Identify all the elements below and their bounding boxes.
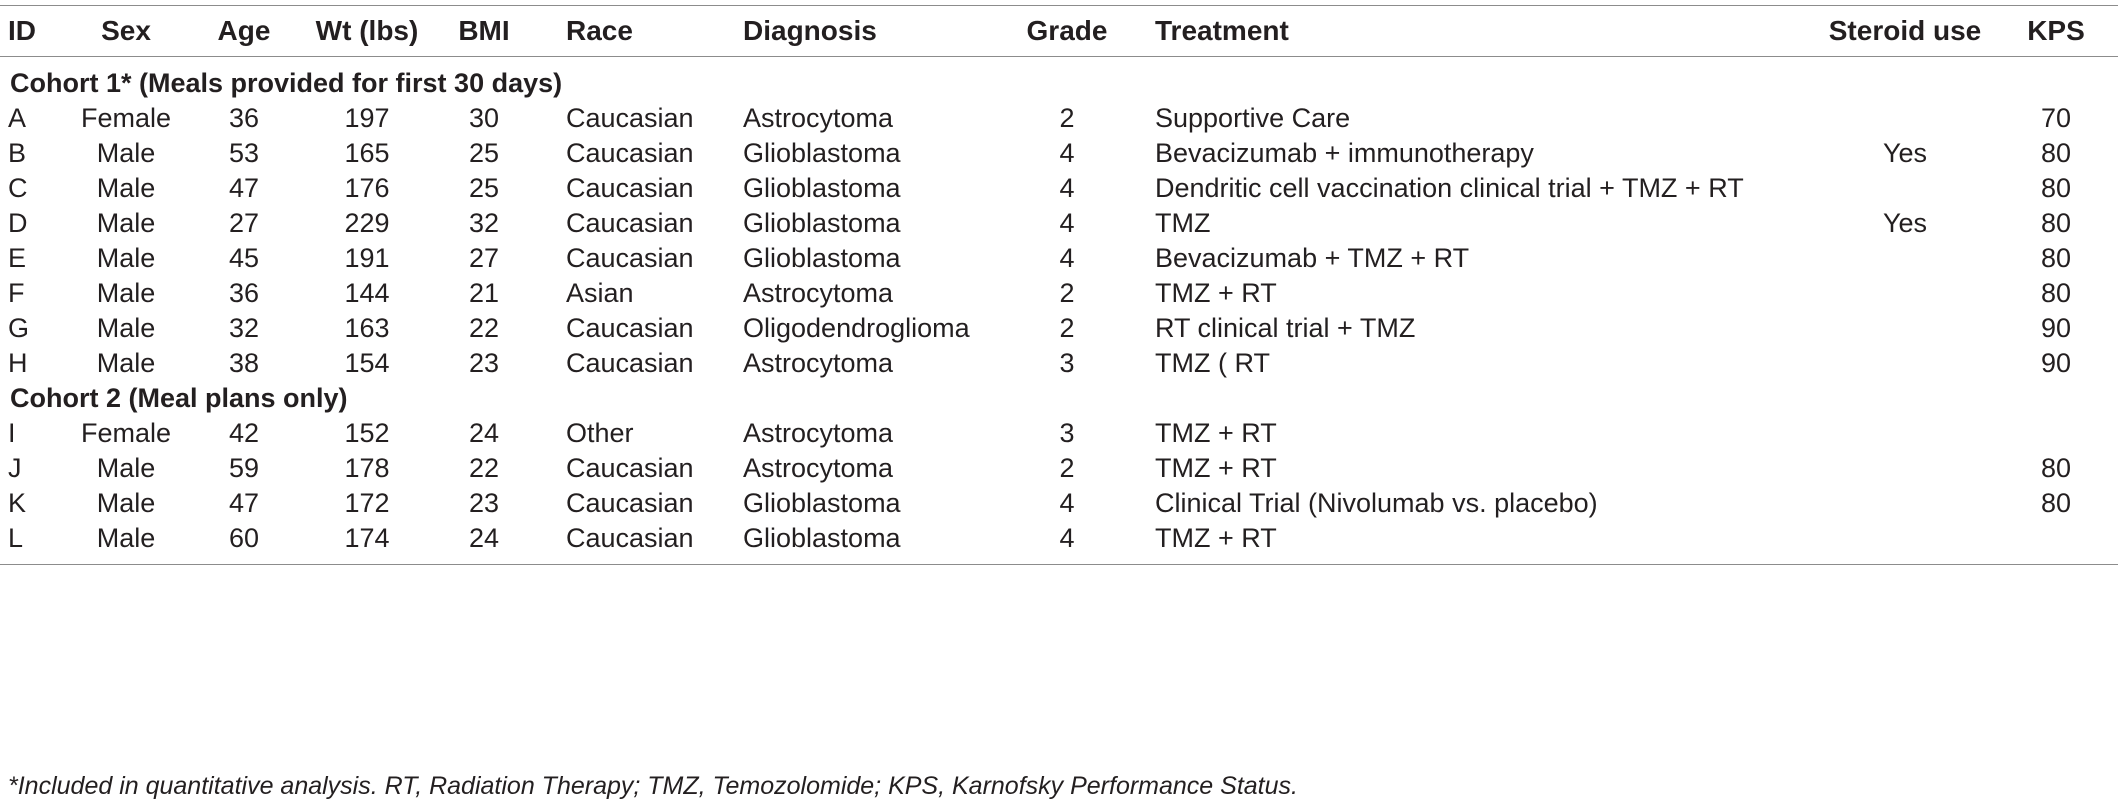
cell-weight: 163 xyxy=(344,313,390,343)
cell-bmi: 22 xyxy=(468,453,500,483)
cell-treatment: TMZ + RT xyxy=(1155,278,1277,308)
cohort-1-title: Cohort 1* (Meals provided for first 30 days) xyxy=(10,68,563,98)
cell-kps: 90 xyxy=(2040,348,2072,378)
cell-age: 42 xyxy=(228,418,260,448)
cell-diagnosis: Oligodendroglioma xyxy=(743,313,970,343)
cell-id: F xyxy=(8,278,25,308)
header-race: Race xyxy=(566,15,633,46)
cell-id: B xyxy=(8,138,27,168)
cell-id: J xyxy=(8,453,22,483)
cell-sex: Male xyxy=(96,243,156,273)
cell-diagnosis: Astrocytoma xyxy=(743,453,894,483)
cell-race: Caucasian xyxy=(566,348,694,378)
cell-treatment: Dendritic cell vaccination clinical trial + TMZ + RT xyxy=(1155,173,1744,203)
cell-grade: 4 xyxy=(1059,208,1075,238)
cell-age: 45 xyxy=(228,243,260,273)
header-weight: Wt (lbs) xyxy=(315,15,419,46)
cell-treatment: TMZ ( RT xyxy=(1155,348,1270,378)
cell-race: Caucasian xyxy=(566,243,694,273)
cell-sex: Male xyxy=(96,313,156,343)
cell-bmi: 21 xyxy=(468,278,500,308)
cell-kps: 70 xyxy=(2040,103,2072,133)
cell-treatment: TMZ xyxy=(1155,208,1211,238)
cell-weight: 152 xyxy=(344,418,390,448)
cell-treatment: TMZ + RT xyxy=(1155,523,1277,553)
cell-id: L xyxy=(8,523,24,553)
cell-age: 59 xyxy=(228,453,260,483)
header-age: Age xyxy=(217,15,271,46)
cell-id: E xyxy=(8,243,27,273)
cell-weight: 176 xyxy=(344,173,390,203)
cell-treatment: Bevacizumab + TMZ + RT xyxy=(1155,243,1470,273)
cell-id: I xyxy=(8,418,16,448)
cell-weight: 174 xyxy=(344,523,390,553)
cell-bmi: 24 xyxy=(468,418,500,448)
cell-kps: 90 xyxy=(2040,313,2072,343)
header-diagnosis: Diagnosis xyxy=(743,15,877,46)
cell-kps: 80 xyxy=(2040,453,2072,483)
header-sex: Sex xyxy=(101,15,151,46)
cell-bmi: 24 xyxy=(468,523,500,553)
cell-steroid-use: Yes xyxy=(1882,138,1928,168)
cell-kps: 80 xyxy=(2040,243,2072,273)
header-bmi: BMI xyxy=(458,15,510,46)
cell-weight: 197 xyxy=(344,103,390,133)
cell-grade: 4 xyxy=(1059,173,1075,203)
cell-weight: 178 xyxy=(344,453,390,483)
header-steroid-use: Steroid use xyxy=(1828,15,1982,46)
cell-age: 53 xyxy=(228,138,260,168)
cell-age: 60 xyxy=(228,523,260,553)
table-footnote: *Included in quantitative analysis. RT, Radiation Therapy; TMZ, Temozolomide; KPS, Karnofsky Performance Status. xyxy=(8,772,1298,800)
cell-sex: Male xyxy=(96,523,156,553)
cell-age: 36 xyxy=(228,278,260,308)
cell-weight: 172 xyxy=(344,488,390,518)
cell-diagnosis: Glioblastoma xyxy=(743,243,901,273)
cell-age: 27 xyxy=(228,208,260,238)
cell-race: Asian xyxy=(566,278,634,308)
cell-bmi: 27 xyxy=(468,243,500,273)
table-top-rule xyxy=(0,5,2118,6)
cell-id: K xyxy=(8,488,27,518)
cell-race: Caucasian xyxy=(566,208,694,238)
cell-race: Caucasian xyxy=(566,138,694,168)
cell-bmi: 32 xyxy=(468,208,500,238)
cell-kps: 80 xyxy=(2040,208,2072,238)
cell-sex: Male xyxy=(96,348,156,378)
cell-sex: Male xyxy=(96,173,156,203)
cell-race: Other xyxy=(566,418,634,448)
cell-age: 47 xyxy=(228,173,260,203)
cell-diagnosis: Astrocytoma xyxy=(743,348,894,378)
cell-diagnosis: Glioblastoma xyxy=(743,488,901,518)
cell-sex: Female xyxy=(80,418,172,448)
cell-sex: Female xyxy=(80,103,172,133)
header-treatment: Treatment xyxy=(1155,15,1289,46)
cell-race: Caucasian xyxy=(566,173,694,203)
cell-weight: 191 xyxy=(344,243,390,273)
cell-treatment: RT clinical trial + TMZ xyxy=(1155,313,1416,343)
cell-race: Caucasian xyxy=(566,523,694,553)
cell-diagnosis: Glioblastoma xyxy=(743,523,901,553)
cell-grade: 4 xyxy=(1059,138,1075,168)
cell-treatment: Clinical Trial (Nivolumab vs. placebo) xyxy=(1155,488,1598,518)
cell-id: C xyxy=(8,173,28,203)
cell-sex: Male xyxy=(96,488,156,518)
cell-grade: 4 xyxy=(1059,243,1075,273)
cell-sex: Male xyxy=(96,453,156,483)
cell-treatment: Supportive Care xyxy=(1155,103,1351,133)
header-id: ID xyxy=(8,15,36,46)
cell-age: 32 xyxy=(228,313,260,343)
cell-bmi: 22 xyxy=(468,313,500,343)
cell-grade: 4 xyxy=(1059,488,1075,518)
cell-grade: 3 xyxy=(1059,348,1075,378)
table-bottom-rule xyxy=(0,564,2118,565)
cell-id: A xyxy=(8,103,27,133)
header-grade: Grade xyxy=(1026,15,1108,46)
cell-race: Caucasian xyxy=(566,103,694,133)
cell-treatment: Bevacizumab + immunotherapy xyxy=(1155,138,1534,168)
cell-bmi: 23 xyxy=(468,488,500,518)
cell-grade: 2 xyxy=(1059,103,1075,133)
cell-diagnosis: Astrocytoma xyxy=(743,278,894,308)
cell-sex: Male xyxy=(96,138,156,168)
cell-id: G xyxy=(8,313,30,343)
cell-race: Caucasian xyxy=(566,313,694,343)
table-header-row xyxy=(0,7,2118,54)
cell-kps: 80 xyxy=(2040,173,2072,203)
cell-diagnosis: Astrocytoma xyxy=(743,418,894,448)
cell-age: 36 xyxy=(228,103,260,133)
header-bottom-rule xyxy=(0,56,2118,57)
cell-race: Caucasian xyxy=(566,488,694,518)
table-row xyxy=(0,515,2118,562)
cell-sex: Male xyxy=(96,278,156,308)
cell-age: 47 xyxy=(228,488,260,518)
cell-grade: 3 xyxy=(1059,418,1075,448)
cell-id: H xyxy=(8,348,28,378)
cell-steroid-use: Yes xyxy=(1882,208,1928,238)
cell-id: D xyxy=(8,208,28,238)
cell-kps: 80 xyxy=(2040,488,2072,518)
cell-treatment: TMZ + RT xyxy=(1155,453,1277,483)
cell-grade: 2 xyxy=(1059,278,1075,308)
cell-grade: 4 xyxy=(1059,523,1075,553)
cell-grade: 2 xyxy=(1059,453,1075,483)
cell-kps: 80 xyxy=(2040,138,2072,168)
header-kps: KPS xyxy=(2027,15,2085,46)
cell-bmi: 30 xyxy=(468,103,500,133)
cell-diagnosis: Glioblastoma xyxy=(743,173,901,203)
cell-age: 38 xyxy=(228,348,260,378)
cell-kps: 80 xyxy=(2040,278,2072,308)
cohort-2-title: Cohort 2 (Meal plans only) xyxy=(10,383,348,413)
cell-diagnosis: Glioblastoma xyxy=(743,208,901,238)
cell-weight: 144 xyxy=(344,278,390,308)
cell-bmi: 23 xyxy=(468,348,500,378)
cell-grade: 2 xyxy=(1059,313,1075,343)
cell-sex: Male xyxy=(96,208,156,238)
cell-weight: 165 xyxy=(344,138,390,168)
cell-weight: 229 xyxy=(344,208,390,238)
cell-bmi: 25 xyxy=(468,173,500,203)
cell-weight: 154 xyxy=(344,348,390,378)
cell-treatment: TMZ + RT xyxy=(1155,418,1277,448)
cell-bmi: 25 xyxy=(468,138,500,168)
cell-diagnosis: Astrocytoma xyxy=(743,103,894,133)
cell-race: Caucasian xyxy=(566,453,694,483)
cell-diagnosis: Glioblastoma xyxy=(743,138,901,168)
